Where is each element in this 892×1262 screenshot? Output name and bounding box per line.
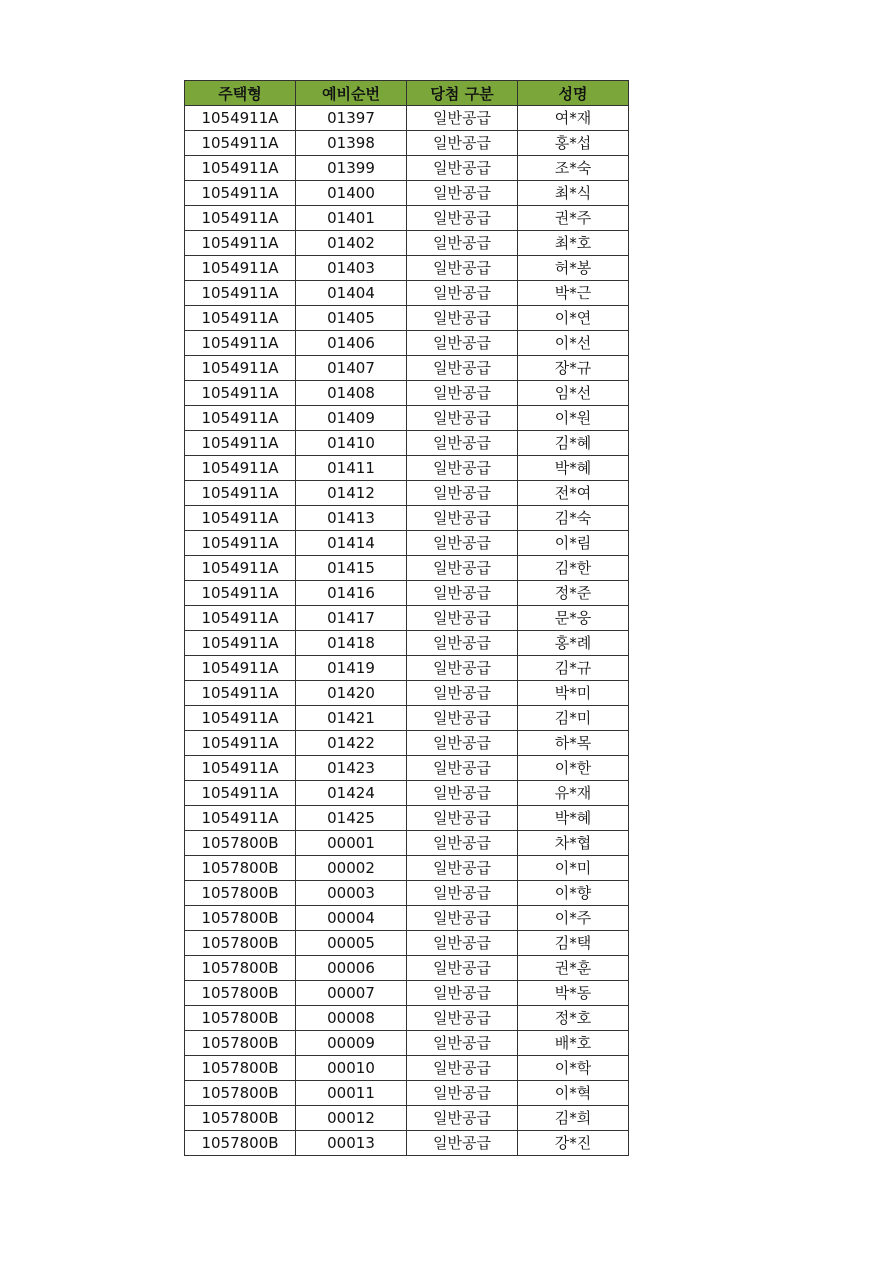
cell-reserve-number: 00012: [296, 1106, 407, 1131]
table-row: [185, 531, 629, 556]
cell-winning-category: 일반공급: [407, 806, 518, 831]
cell-winning-category: 일반공급: [407, 356, 518, 381]
cell-housing-type: 1054911A: [185, 356, 296, 381]
table-body: [185, 106, 629, 1156]
cell-reserve-number: 01404: [296, 281, 407, 306]
cell-winning-category: 일반공급: [407, 381, 518, 406]
cell-winning-category: 일반공급: [407, 706, 518, 731]
cell-housing-type: 1057800B: [185, 956, 296, 981]
cell-reserve-number: 01406: [296, 331, 407, 356]
cell-reserve-number: 00005: [296, 931, 407, 956]
cell-name: 김*한: [518, 556, 629, 581]
cell-winning-category: 일반공급: [407, 606, 518, 631]
cell-name: 이*림: [518, 531, 629, 556]
cell-housing-type: 1054911A: [185, 106, 296, 131]
cell-housing-type: 1054911A: [185, 706, 296, 731]
cell-name: 전*여: [518, 481, 629, 506]
cell-name: 이*미: [518, 856, 629, 881]
cell-reserve-number: 01417: [296, 606, 407, 631]
cell-reserve-number: 00007: [296, 981, 407, 1006]
cell-winning-category: 일반공급: [407, 231, 518, 256]
cell-name: 이*한: [518, 756, 629, 781]
cell-housing-type: 1054911A: [185, 331, 296, 356]
cell-name: 김*택: [518, 931, 629, 956]
cell-housing-type: 1057800B: [185, 981, 296, 1006]
cell-housing-type: 1054911A: [185, 406, 296, 431]
cell-name: 권*훈: [518, 956, 629, 981]
cell-housing-type: 1054911A: [185, 781, 296, 806]
cell-winning-category: 일반공급: [407, 781, 518, 806]
header-reserve-number: 예비순번: [296, 81, 407, 106]
table-row: [185, 931, 629, 956]
cell-name: 조*숙: [518, 156, 629, 181]
cell-name: 이*학: [518, 1056, 629, 1081]
table-header-row: [185, 81, 629, 106]
cell-housing-type: 1054911A: [185, 256, 296, 281]
cell-reserve-number: 01401: [296, 206, 407, 231]
cell-winning-category: 일반공급: [407, 281, 518, 306]
cell-name: 박*혜: [518, 456, 629, 481]
table-row: [185, 831, 629, 856]
cell-housing-type: 1054911A: [185, 631, 296, 656]
cell-housing-type: 1057800B: [185, 1006, 296, 1031]
cell-name: 이*연: [518, 306, 629, 331]
cell-housing-type: 1057800B: [185, 1056, 296, 1081]
cell-housing-type: 1054911A: [185, 381, 296, 406]
cell-winning-category: 일반공급: [407, 481, 518, 506]
cell-winning-category: 일반공급: [407, 1131, 518, 1156]
cell-reserve-number: 00009: [296, 1031, 407, 1056]
cell-reserve-number: 00010: [296, 1056, 407, 1081]
cell-reserve-number: 01416: [296, 581, 407, 606]
reserve-list-table: [184, 80, 629, 1156]
cell-housing-type: 1054911A: [185, 531, 296, 556]
cell-winning-category: 일반공급: [407, 856, 518, 881]
cell-reserve-number: 01415: [296, 556, 407, 581]
table-row: [185, 481, 629, 506]
cell-reserve-number: 01400: [296, 181, 407, 206]
cell-name: 최*식: [518, 181, 629, 206]
table-row: [185, 556, 629, 581]
cell-winning-category: 일반공급: [407, 456, 518, 481]
cell-winning-category: 일반공급: [407, 406, 518, 431]
cell-name: 유*재: [518, 781, 629, 806]
cell-name: 이*주: [518, 906, 629, 931]
cell-housing-type: 1054911A: [185, 156, 296, 181]
cell-reserve-number: 00011: [296, 1081, 407, 1106]
cell-housing-type: 1054911A: [185, 231, 296, 256]
cell-reserve-number: 01409: [296, 406, 407, 431]
cell-name: 홍*례: [518, 631, 629, 656]
cell-reserve-number: 00008: [296, 1006, 407, 1031]
cell-name: 이*향: [518, 881, 629, 906]
header-winning-category: 당첨 구분: [407, 81, 518, 106]
table-row: [185, 331, 629, 356]
cell-housing-type: 1054911A: [185, 656, 296, 681]
table-row: [185, 206, 629, 231]
cell-reserve-number: 01410: [296, 431, 407, 456]
table-row: [185, 256, 629, 281]
cell-reserve-number: 01402: [296, 231, 407, 256]
cell-reserve-number: 00001: [296, 831, 407, 856]
cell-reserve-number: 01407: [296, 356, 407, 381]
cell-reserve-number: 01420: [296, 681, 407, 706]
cell-housing-type: 1054911A: [185, 606, 296, 631]
cell-name: 정*호: [518, 1006, 629, 1031]
cell-winning-category: 일반공급: [407, 106, 518, 131]
cell-name: 이*혁: [518, 1081, 629, 1106]
cell-reserve-number: 01419: [296, 656, 407, 681]
table-row: [185, 306, 629, 331]
cell-reserve-number: 00003: [296, 881, 407, 906]
table-row: [185, 781, 629, 806]
cell-reserve-number: 00006: [296, 956, 407, 981]
cell-housing-type: 1054911A: [185, 731, 296, 756]
cell-winning-category: 일반공급: [407, 306, 518, 331]
table-row: [185, 806, 629, 831]
cell-housing-type: 1054911A: [185, 481, 296, 506]
table-row: [185, 856, 629, 881]
cell-reserve-number: 01403: [296, 256, 407, 281]
cell-reserve-number: 01424: [296, 781, 407, 806]
cell-housing-type: 1057800B: [185, 906, 296, 931]
cell-housing-type: 1054911A: [185, 181, 296, 206]
cell-name: 김*혜: [518, 431, 629, 456]
cell-winning-category: 일반공급: [407, 1056, 518, 1081]
cell-winning-category: 일반공급: [407, 1106, 518, 1131]
cell-winning-category: 일반공급: [407, 1006, 518, 1031]
cell-reserve-number: 01399: [296, 156, 407, 181]
cell-winning-category: 일반공급: [407, 956, 518, 981]
cell-name: 최*호: [518, 231, 629, 256]
cell-winning-category: 일반공급: [407, 156, 518, 181]
cell-winning-category: 일반공급: [407, 181, 518, 206]
cell-name: 임*선: [518, 381, 629, 406]
table-row: [185, 981, 629, 1006]
table-row: [185, 1081, 629, 1106]
cell-housing-type: 1054911A: [185, 456, 296, 481]
cell-housing-type: 1054911A: [185, 581, 296, 606]
cell-name: 김*규: [518, 656, 629, 681]
cell-reserve-number: 01423: [296, 756, 407, 781]
cell-winning-category: 일반공급: [407, 131, 518, 156]
cell-housing-type: 1057800B: [185, 1131, 296, 1156]
table-row: [185, 1131, 629, 1156]
table-row: [185, 581, 629, 606]
cell-name: 이*원: [518, 406, 629, 431]
cell-reserve-number: 01411: [296, 456, 407, 481]
cell-housing-type: 1057800B: [185, 831, 296, 856]
cell-reserve-number: 01397: [296, 106, 407, 131]
table-row: [185, 706, 629, 731]
cell-name: 차*협: [518, 831, 629, 856]
cell-name: 여*재: [518, 106, 629, 131]
cell-name: 김*희: [518, 1106, 629, 1131]
cell-housing-type: 1054911A: [185, 506, 296, 531]
cell-reserve-number: 01413: [296, 506, 407, 531]
cell-winning-category: 일반공급: [407, 256, 518, 281]
cell-winning-category: 일반공급: [407, 681, 518, 706]
cell-reserve-number: 01398: [296, 131, 407, 156]
cell-winning-category: 일반공급: [407, 631, 518, 656]
cell-housing-type: 1054911A: [185, 131, 296, 156]
cell-housing-type: 1057800B: [185, 881, 296, 906]
cell-winning-category: 일반공급: [407, 506, 518, 531]
table-row: [185, 681, 629, 706]
table-row: [185, 656, 629, 681]
cell-housing-type: 1057800B: [185, 856, 296, 881]
cell-name: 권*주: [518, 206, 629, 231]
cell-name: 배*호: [518, 1031, 629, 1056]
table-row: [185, 356, 629, 381]
cell-winning-category: 일반공급: [407, 656, 518, 681]
cell-housing-type: 1054911A: [185, 756, 296, 781]
cell-housing-type: 1057800B: [185, 931, 296, 956]
cell-name: 장*규: [518, 356, 629, 381]
cell-reserve-number: 01422: [296, 731, 407, 756]
cell-winning-category: 일반공급: [407, 431, 518, 456]
cell-winning-category: 일반공급: [407, 906, 518, 931]
table-row: [185, 106, 629, 131]
table-row: [185, 156, 629, 181]
table-row: [185, 606, 629, 631]
cell-name: 박*근: [518, 281, 629, 306]
cell-housing-type: 1054911A: [185, 806, 296, 831]
table-row: [185, 756, 629, 781]
cell-reserve-number: 00004: [296, 906, 407, 931]
table-row: [185, 431, 629, 456]
table-row: [185, 631, 629, 656]
cell-housing-type: 1054911A: [185, 431, 296, 456]
cell-housing-type: 1054911A: [185, 556, 296, 581]
cell-winning-category: 일반공급: [407, 731, 518, 756]
cell-reserve-number: 01414: [296, 531, 407, 556]
cell-reserve-number: 01418: [296, 631, 407, 656]
cell-winning-category: 일반공급: [407, 581, 518, 606]
cell-name: 홍*섭: [518, 131, 629, 156]
header-housing-type: 주택형: [185, 81, 296, 106]
table-row: [185, 906, 629, 931]
cell-housing-type: 1054911A: [185, 306, 296, 331]
cell-name: 김*숙: [518, 506, 629, 531]
cell-name: 박*혜: [518, 806, 629, 831]
table-row: [185, 456, 629, 481]
cell-winning-category: 일반공급: [407, 981, 518, 1006]
table-row: [185, 1006, 629, 1031]
table-row: [185, 131, 629, 156]
table-row: [185, 1056, 629, 1081]
cell-name: 박*동: [518, 981, 629, 1006]
table-row: [185, 231, 629, 256]
cell-winning-category: 일반공급: [407, 831, 518, 856]
cell-name: 하*목: [518, 731, 629, 756]
cell-name: 허*봉: [518, 256, 629, 281]
cell-reserve-number: 01412: [296, 481, 407, 506]
cell-name: 정*준: [518, 581, 629, 606]
table-row: [185, 406, 629, 431]
cell-housing-type: 1054911A: [185, 206, 296, 231]
cell-name: 강*진: [518, 1131, 629, 1156]
cell-reserve-number: 00013: [296, 1131, 407, 1156]
cell-housing-type: 1054911A: [185, 681, 296, 706]
cell-reserve-number: 01405: [296, 306, 407, 331]
cell-name: 문*웅: [518, 606, 629, 631]
cell-name: 박*미: [518, 681, 629, 706]
table-row: [185, 181, 629, 206]
cell-winning-category: 일반공급: [407, 1081, 518, 1106]
table-row: [185, 1031, 629, 1056]
cell-winning-category: 일반공급: [407, 556, 518, 581]
table-row: [185, 506, 629, 531]
cell-winning-category: 일반공급: [407, 331, 518, 356]
table-row: [185, 956, 629, 981]
cell-winning-category: 일반공급: [407, 531, 518, 556]
cell-reserve-number: 01425: [296, 806, 407, 831]
table-row: [185, 281, 629, 306]
cell-housing-type: 1057800B: [185, 1081, 296, 1106]
table-row: [185, 731, 629, 756]
cell-winning-category: 일반공급: [407, 756, 518, 781]
table-row: [185, 881, 629, 906]
cell-winning-category: 일반공급: [407, 931, 518, 956]
cell-reserve-number: 01421: [296, 706, 407, 731]
cell-winning-category: 일반공급: [407, 1031, 518, 1056]
cell-housing-type: 1054911A: [185, 281, 296, 306]
cell-name: 김*미: [518, 706, 629, 731]
cell-housing-type: 1057800B: [185, 1106, 296, 1131]
cell-winning-category: 일반공급: [407, 881, 518, 906]
cell-reserve-number: 00002: [296, 856, 407, 881]
cell-name: 이*선: [518, 331, 629, 356]
cell-winning-category: 일반공급: [407, 206, 518, 231]
header-name: 성명: [518, 81, 629, 106]
cell-reserve-number: 01408: [296, 381, 407, 406]
cell-housing-type: 1057800B: [185, 1031, 296, 1056]
table-row: [185, 1106, 629, 1131]
table-row: [185, 381, 629, 406]
